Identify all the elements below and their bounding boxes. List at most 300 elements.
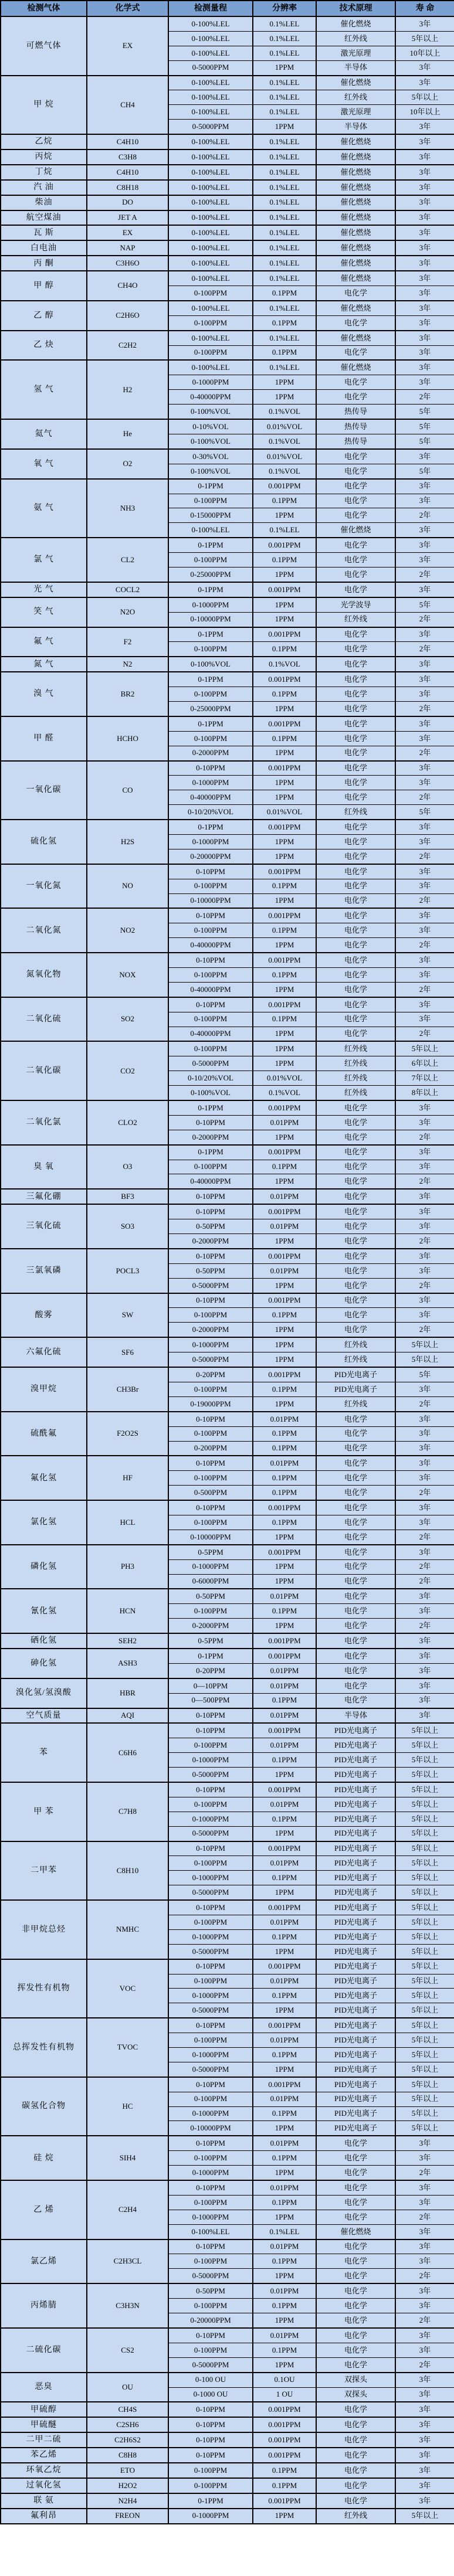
formula-cell: CH4S — [87, 2402, 168, 2417]
principle-cell: 电化学 — [316, 642, 395, 657]
lifespan-cell: 3年 — [395, 1456, 454, 1470]
lifespan-cell: 5年 — [395, 405, 454, 419]
principle-cell: PID光电离子 — [316, 1989, 395, 2003]
resolution-cell: 1PPM — [253, 567, 316, 582]
principle-cell: 电化学 — [316, 997, 395, 1012]
column-header-formula: 化学式 — [87, 1, 168, 16]
resolution-cell: 0.1%LEL — [253, 90, 316, 105]
range-cell: 0-10PPM — [168, 761, 253, 776]
resolution-cell: 0.01PPM — [253, 1797, 316, 1812]
principle-cell: 电化学 — [316, 1693, 395, 1708]
range-cell: 0-100%LEL — [168, 90, 253, 105]
lifespan-cell: 3年 — [395, 345, 454, 360]
resolution-cell: 1PPM — [253, 390, 316, 405]
formula-cell: ASH3 — [87, 1649, 168, 1678]
gas-name-cell: 溴甲烷 — [1, 1367, 87, 1412]
range-cell: 0-1000PPM — [168, 1871, 253, 1885]
resolution-cell: 1PPM — [253, 1174, 316, 1189]
formula-cell: C3H6O — [87, 256, 168, 271]
principle-cell: PID光电离子 — [316, 1871, 395, 1885]
resolution-cell: 0.1PPM — [253, 2106, 316, 2121]
principle-cell: 电化学 — [316, 1249, 395, 1263]
table-row — [1, 2018, 454, 2033]
range-cell: 0-1PPM — [168, 1649, 253, 1663]
resolution-cell: 0.001PPM — [253, 1100, 316, 1115]
principle-cell: 电化学 — [316, 746, 395, 760]
formula-cell: NO2 — [87, 908, 168, 953]
principle-cell: 电化学 — [316, 1426, 395, 1441]
resolution-cell: 0.001PPM — [253, 864, 316, 879]
range-cell: 0-100%LEL — [168, 195, 253, 210]
resolution-cell: 0.1PPM — [253, 2048, 316, 2062]
column-header-principle: 技术原理 — [316, 1, 395, 16]
table-row — [1, 657, 454, 672]
principle-cell: 电化学 — [316, 1574, 395, 1589]
lifespan-cell: 5年以上 — [395, 1915, 454, 1930]
resolution-cell: 0.001PPM — [253, 479, 316, 494]
principle-cell: 电化学 — [316, 2478, 395, 2493]
lifespan-cell: 5年 — [395, 434, 454, 448]
principle-cell: 电化学 — [316, 1308, 395, 1323]
gas-name-cell: 总挥发性有机物 — [1, 2018, 87, 2077]
lifespan-cell: 5年以上 — [395, 1041, 454, 1056]
resolution-cell: 1PPM — [253, 1323, 316, 1337]
lifespan-cell: 3年 — [395, 834, 454, 849]
principle-cell: 电化学 — [316, 879, 395, 893]
lifespan-cell: 3年 — [395, 879, 454, 893]
resolution-cell: 0.1PPM — [253, 286, 316, 301]
range-cell: 0-100PPM — [168, 286, 253, 301]
resolution-cell: 1 OU — [253, 2387, 316, 2402]
lifespan-cell: 3年 — [395, 2493, 454, 2509]
gas-name-cell: 光 气 — [1, 582, 87, 597]
range-cell: 0-1000PPM — [168, 2166, 253, 2180]
gas-name-cell: 非甲烷总烃 — [1, 1900, 87, 1959]
lifespan-cell: 3年 — [395, 1100, 454, 1115]
principle-cell: 电化学 — [316, 716, 395, 731]
principle-cell: 电化学 — [316, 776, 395, 790]
principle-cell: 电化学 — [316, 1500, 395, 1515]
principle-cell: 电化学 — [316, 2328, 395, 2343]
principle-cell: PID光电离子 — [316, 1812, 395, 1826]
gas-name-cell: 甲 烷 — [1, 76, 87, 135]
lifespan-cell: 3年 — [395, 1189, 454, 1204]
principle-cell: 电化学 — [316, 2432, 395, 2448]
lifespan-cell: 3年 — [395, 2224, 454, 2239]
resolution-cell: 0.1PPM — [253, 1929, 316, 1944]
table-row — [1, 1959, 454, 1974]
table-row — [1, 627, 454, 642]
lifespan-cell: 3年 — [395, 1382, 454, 1396]
range-cell: 0-1PPM — [168, 2493, 253, 2509]
lifespan-cell: 3年 — [395, 2180, 454, 2195]
lifespan-cell: 5年以上 — [395, 2106, 454, 2121]
formula-cell: C3H3N — [87, 2283, 168, 2328]
principle-cell: 电化学 — [316, 2166, 395, 2180]
range-cell: 0-200PPM — [168, 1441, 253, 1456]
formula-cell: HC — [87, 2077, 168, 2136]
range-cell: 0-40000PPM — [168, 390, 253, 405]
principle-cell: 电化学 — [316, 2210, 395, 2224]
resolution-cell: 0.001PPM — [253, 1782, 316, 1797]
gas-name-cell: 碳氢化合物 — [1, 2077, 87, 2136]
range-cell: 0-50PPM — [168, 1219, 253, 1234]
gas-name-cell: 酸雾 — [1, 1293, 87, 1338]
range-cell: 0-20PPM — [168, 1663, 253, 1678]
principle-cell: 电化学 — [316, 1160, 395, 1174]
lifespan-cell: 3年 — [395, 494, 454, 508]
principle-cell: 电化学 — [316, 672, 395, 687]
formula-cell: O3 — [87, 1145, 168, 1190]
table-row — [1, 195, 454, 210]
formula-cell: C8H10 — [87, 1841, 168, 1901]
lifespan-cell: 2年 — [395, 642, 454, 657]
resolution-cell: 0.001PPM — [253, 2432, 316, 2448]
principle-cell: 电化学 — [316, 390, 395, 405]
lifespan-cell: 3年 — [395, 2402, 454, 2417]
lifespan-cell: 3年 — [395, 672, 454, 687]
table-row — [1, 301, 454, 315]
column-header-gas: 检测气体 — [1, 1, 87, 16]
table-row — [1, 716, 454, 731]
table-row — [1, 2463, 454, 2478]
gas-name-cell: 二氧化氮 — [1, 908, 87, 953]
principle-cell: PID光电离子 — [316, 2033, 395, 2048]
principle-cell: 电化学 — [316, 345, 395, 360]
principle-cell: 电化学 — [316, 1545, 395, 1559]
resolution-cell: 0.001PPM — [253, 1249, 316, 1263]
resolution-cell: 0.001PPM — [253, 2448, 316, 2463]
gas-name-cell: 氯 气 — [1, 538, 87, 582]
range-cell: 0-100PPM — [168, 879, 253, 893]
gas-name-cell: 一氧化氮 — [1, 864, 87, 909]
range-cell: 0-20000PPM — [168, 2313, 253, 2328]
lifespan-cell: 3年 — [395, 538, 454, 552]
gas-name-cell: 氟 气 — [1, 627, 87, 657]
principle-cell: 半导体 — [316, 1708, 395, 1724]
lifespan-cell: 3年 — [395, 2448, 454, 2463]
principle-cell: 电化学 — [316, 2299, 395, 2313]
range-cell: 0-100%LEL — [168, 301, 253, 315]
gas-name-cell: 硒化氢 — [1, 1633, 87, 1649]
lifespan-cell: 3年 — [395, 2328, 454, 2343]
lifespan-cell: 3年 — [395, 360, 454, 375]
lifespan-cell: 3年 — [395, 149, 454, 165]
lifespan-cell: 5年以上 — [395, 2062, 454, 2077]
range-cell: 0-100PPM — [168, 1041, 253, 1056]
resolution-cell: 0.01PPM — [253, 1412, 316, 1426]
principle-cell: 半导体 — [316, 120, 395, 134]
range-cell: 0-100%LEL — [168, 240, 253, 256]
resolution-cell: 0.1%LEL — [253, 76, 316, 90]
lifespan-cell: 2年 — [395, 701, 454, 716]
formula-cell: SEH2 — [87, 1633, 168, 1649]
lifespan-cell: 2年 — [395, 1396, 454, 1411]
resolution-cell: 0.1PPM — [253, 731, 316, 746]
formula-cell: CS2 — [87, 2328, 168, 2373]
principle-cell: 电化学 — [316, 1204, 395, 1219]
gas-name-cell: 瓦 斯 — [1, 225, 87, 240]
range-cell: 0-50PPM — [168, 2283, 253, 2298]
range-cell: 0-100%VOL — [168, 434, 253, 448]
principle-cell: 催化燃烧 — [316, 256, 395, 271]
table-row — [1, 1249, 454, 1263]
lifespan-cell: 3年 — [395, 864, 454, 879]
range-cell: 0-100PPM — [168, 2463, 253, 2478]
table-row — [1, 597, 454, 612]
principle-cell: 热传导 — [316, 419, 395, 434]
lifespan-cell: 5年以上 — [395, 1768, 454, 1782]
resolution-cell: 0.001PPM — [253, 1959, 316, 1974]
formula-cell: C2H4 — [87, 2180, 168, 2239]
range-cell: 0-10PPM — [168, 2239, 253, 2254]
principle-cell: PID光电离子 — [316, 2092, 395, 2106]
gas-name-cell: 环氧乙烷 — [1, 2463, 87, 2478]
principle-cell: 电化学 — [316, 2313, 395, 2328]
table-row — [1, 1189, 454, 1204]
lifespan-cell: 3年 — [395, 761, 454, 776]
resolution-cell: 0.01PPM — [253, 1974, 316, 1989]
range-cell: 0-1000PPM — [168, 375, 253, 390]
range-cell: 0-1000PPM — [168, 2048, 253, 2062]
table-row — [1, 16, 454, 31]
principle-cell: 电化学 — [316, 701, 395, 716]
resolution-cell: 1PPM — [253, 612, 316, 627]
principle-cell: 电化学 — [316, 982, 395, 997]
resolution-cell: 1PPM — [253, 1130, 316, 1144]
principle-cell: 红外线 — [316, 2509, 395, 2524]
gas-name-cell: 联 氨 — [1, 2493, 87, 2509]
principle-cell: 电化学 — [316, 2254, 395, 2269]
principle-cell: 催化燃烧 — [316, 331, 395, 345]
resolution-cell: 0.01PPM — [253, 2136, 316, 2150]
resolution-cell: 0.001PPM — [253, 672, 316, 687]
table-row — [1, 1145, 454, 1160]
gas-name-cell: 氮氧化物 — [1, 953, 87, 997]
principle-cell: 催化燃烧 — [316, 149, 395, 165]
principle-cell: 电化学 — [316, 464, 395, 478]
principle-cell: 电化学 — [316, 2448, 395, 2463]
range-cell: 0-100%LEL — [168, 149, 253, 165]
range-cell: 0-10PPM — [168, 1115, 253, 1130]
resolution-cell: 0.01PPM — [253, 1219, 316, 1234]
table-row — [1, 1293, 454, 1308]
range-cell: 0-5000PPM — [168, 1944, 253, 1959]
gas-name-cell: 乙烷 — [1, 134, 87, 149]
gas-name-cell: 三氧化硫 — [1, 1204, 87, 1249]
table-row — [1, 1204, 454, 1219]
gas-name-cell: 溴 气 — [1, 672, 87, 716]
range-cell: 0-100%LEL — [168, 134, 253, 149]
resolution-cell: 0.01PPM — [253, 2180, 316, 2195]
range-cell: 0-100PPM — [168, 1160, 253, 1174]
lifespan-cell: 3年 — [395, 1441, 454, 1456]
table-row — [1, 761, 454, 776]
resolution-cell: 0.1PPM — [253, 1382, 316, 1396]
resolution-cell: 1PPM — [253, 1574, 316, 1589]
range-cell: 0-10PPM — [168, 2077, 253, 2092]
resolution-cell: 0.001PPM — [253, 1293, 316, 1308]
range-cell: 0-100PPM — [168, 1915, 253, 1930]
principle-cell: 电化学 — [316, 1027, 395, 1041]
principle-cell: 电化学 — [316, 1471, 395, 1486]
principle-cell: 电化学 — [316, 1663, 395, 1678]
resolution-cell: 0.1%LEL — [253, 149, 316, 165]
lifespan-cell: 3年 — [395, 820, 454, 834]
principle-cell: 电化学 — [316, 538, 395, 552]
gas-name-cell: 三氯氧磷 — [1, 1249, 87, 1293]
resolution-cell: 0.1%LEL — [253, 210, 316, 226]
range-cell: 0-10PPM — [168, 997, 253, 1012]
lifespan-cell: 3年 — [395, 240, 454, 256]
resolution-cell: 0.01PPM — [253, 1915, 316, 1930]
range-cell: 0-2000PPM — [168, 1619, 253, 1633]
range-cell: 0-1000PPM — [168, 1753, 253, 1768]
lifespan-cell: 2年 — [395, 2166, 454, 2180]
formula-cell: C4H10 — [87, 165, 168, 180]
resolution-cell: 0.1%LEL — [253, 240, 316, 256]
resolution-cell: 0.1%LEL — [253, 16, 316, 31]
principle-cell: PID光电离子 — [316, 2018, 395, 2033]
principle-cell: 电化学 — [316, 1515, 395, 1530]
table-row — [1, 1456, 454, 1470]
lifespan-cell: 3年 — [395, 76, 454, 90]
lifespan-cell: 2年 — [395, 1574, 454, 1589]
range-cell: 0-1000PPM — [168, 834, 253, 849]
principle-cell: 电化学 — [316, 2195, 395, 2210]
resolution-cell: 0.1PPM — [253, 2151, 316, 2166]
principle-cell: 催化燃烧 — [316, 240, 395, 256]
resolution-cell: 1PPM — [253, 1530, 316, 1544]
principle-cell: PID光电离子 — [316, 1959, 395, 1974]
range-cell: 0-5000PPM — [168, 1352, 253, 1367]
gas-name-cell: 丙烷 — [1, 149, 87, 165]
principle-cell: 电化学 — [316, 953, 395, 967]
lifespan-cell: 5年以上 — [395, 2018, 454, 2033]
lifespan-cell: 3年 — [395, 1471, 454, 1486]
principle-cell: PID光电离子 — [316, 1367, 395, 1382]
table-row — [1, 1649, 454, 1663]
resolution-cell: 0.1%LEL — [253, 134, 316, 149]
gas-name-cell: 砷化氢 — [1, 1649, 87, 1678]
lifespan-cell: 3年 — [395, 2373, 454, 2387]
resolution-cell: 0.001PPM — [253, 1841, 316, 1856]
lifespan-cell: 5年以上 — [395, 1989, 454, 2003]
lifespan-cell: 5年以上 — [395, 31, 454, 46]
lifespan-cell: 10年以上 — [395, 46, 454, 60]
principle-cell: 电化学 — [316, 1189, 395, 1204]
table-row — [1, 76, 454, 90]
principle-cell: 热传导 — [316, 434, 395, 448]
resolution-cell: 0.1PPM — [253, 2478, 316, 2493]
range-cell: 0-100PPM — [168, 2478, 253, 2493]
gas-name-cell: 二甲苯 — [1, 1841, 87, 1901]
resolution-cell: 0.01PPM — [253, 1456, 316, 1470]
principle-cell: PID光电离子 — [316, 1841, 395, 1856]
gas-name-cell: 甲 苯 — [1, 1782, 87, 1841]
range-cell: 0-19000PPM — [168, 1396, 253, 1411]
resolution-cell: 0.1PPM — [253, 1753, 316, 1768]
range-cell: 0-1000PPM — [168, 776, 253, 790]
lifespan-cell: 3年 — [395, 997, 454, 1012]
resolution-cell: 1PPM — [253, 938, 316, 953]
resolution-cell: 1PPM — [253, 2509, 316, 2524]
principle-cell: 电化学 — [316, 1323, 395, 1337]
principle-cell: 电化学 — [316, 790, 395, 805]
range-cell: 0-100%LEL — [168, 256, 253, 271]
principle-cell: 光学波导 — [316, 597, 395, 612]
gas-name-cell: 磷化氢 — [1, 1545, 87, 1589]
principle-cell: 催化燃烧 — [316, 180, 395, 195]
lifespan-cell: 3年 — [395, 195, 454, 210]
range-cell: 0-10PPM — [168, 1293, 253, 1308]
lifespan-cell: 5年以上 — [395, 2003, 454, 2018]
principle-cell: PID光电离子 — [316, 1856, 395, 1871]
table-row — [1, 360, 454, 375]
range-cell: 0-100PPM — [168, 1797, 253, 1812]
lifespan-cell: 3年 — [395, 1663, 454, 1678]
resolution-cell: 1PPM — [253, 2210, 316, 2224]
lifespan-cell: 3年 — [395, 2151, 454, 2166]
formula-cell: AQI — [87, 1708, 168, 1724]
resolution-cell: 0.1%LEL — [253, 523, 316, 538]
lifespan-cell: 3年 — [395, 1012, 454, 1027]
resolution-cell: 0.1PPM — [253, 923, 316, 938]
formula-cell: HCN — [87, 1589, 168, 1633]
range-cell: 0-1PPM — [168, 672, 253, 687]
resolution-cell: 0.1PPM — [253, 2299, 316, 2313]
lifespan-cell: 3年 — [395, 1589, 454, 1603]
range-cell: 0-100PPM — [168, 1426, 253, 1441]
resolution-cell: 0.1%VOL — [253, 1086, 316, 1100]
table-row — [1, 271, 454, 286]
range-cell: 0-100%LEL — [168, 210, 253, 226]
resolution-cell: 0.001PPM — [253, 1500, 316, 1515]
lifespan-cell: 3年 — [395, 375, 454, 390]
principle-cell: 电化学 — [316, 2402, 395, 2417]
principle-cell: 电化学 — [316, 1486, 395, 1500]
principle-cell: 催化燃烧 — [316, 165, 395, 180]
principle-cell: 电化学 — [316, 1604, 395, 1619]
gas-name-cell: 硫酰氟 — [1, 1412, 87, 1456]
lifespan-cell: 5年以上 — [395, 1974, 454, 1989]
resolution-cell: 0.1PPM — [253, 1515, 316, 1530]
principle-cell: 激光原理 — [316, 46, 395, 60]
range-cell: 0-15000PPM — [168, 508, 253, 523]
gas-name-cell: 二氧化碳 — [1, 1041, 87, 1100]
table-row — [1, 1545, 454, 1559]
formula-cell: CH4O — [87, 271, 168, 301]
principle-cell: 电化学 — [316, 1619, 395, 1633]
column-header-lifespan: 寿 命 — [395, 1, 454, 16]
principle-cell: 电化学 — [316, 1012, 395, 1027]
range-cell: 0-100%VOL — [168, 657, 253, 672]
table-row — [1, 997, 454, 1012]
formula-cell: NOX — [87, 953, 168, 997]
range-cell: 0-10PPM — [168, 2328, 253, 2343]
principle-cell: PID光电离子 — [316, 2121, 395, 2136]
resolution-cell: 1PPM — [253, 1768, 316, 1782]
principle-cell: 电化学 — [316, 2269, 395, 2283]
range-cell: 0-10PPM — [168, 1723, 253, 1738]
column-header-resolution: 分辨率 — [253, 1, 316, 16]
principle-cell: 红外线 — [316, 1056, 395, 1071]
resolution-cell: 1PPM — [253, 2166, 316, 2180]
table-row — [1, 1782, 454, 1797]
lifespan-cell: 2年 — [395, 1619, 454, 1633]
principle-cell: 电化学 — [316, 657, 395, 672]
resolution-cell: 0.1PPM — [253, 1693, 316, 1708]
